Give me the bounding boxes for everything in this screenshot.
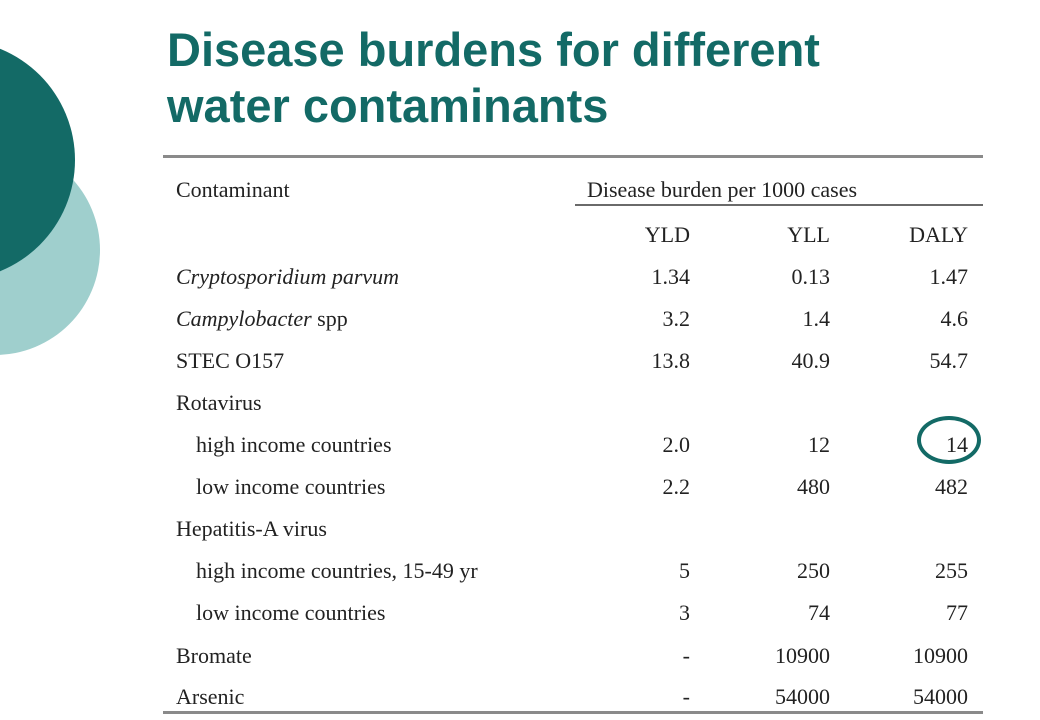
header-yll: YLL	[787, 222, 830, 247]
slide-title	[167, 22, 1007, 134]
table-bottom-rule	[163, 711, 983, 714]
row-yld: -	[682, 684, 690, 709]
row-daly: 4.6	[940, 306, 968, 331]
row-daly: 77	[946, 600, 968, 625]
row-yld: 2.2	[662, 474, 690, 499]
row-daly: 255	[935, 558, 968, 583]
row-yll: 1.4	[802, 306, 830, 331]
row-yld: 1.34	[651, 264, 690, 289]
row-contaminant	[176, 306, 348, 332]
row-yll: 250	[797, 558, 830, 583]
row-contaminant: Arsenic	[176, 684, 245, 709]
table-top-rule	[163, 155, 983, 158]
title-line-2: water contaminants	[167, 79, 609, 132]
row-daly: 10900	[913, 643, 968, 668]
row-daly: 14	[946, 432, 968, 457]
row-yll: 12	[808, 432, 830, 457]
row-yll: 10900	[775, 643, 830, 668]
row-contaminant-italic: Campylobacter	[176, 306, 312, 331]
row-contaminant-suffix: spp	[311, 306, 348, 331]
row-yll: 480	[797, 474, 830, 499]
table-header-rule	[575, 204, 983, 206]
row-yll: 54000	[775, 684, 830, 709]
row-yll: 74	[808, 600, 830, 625]
header-yld: YLD	[644, 222, 690, 247]
title-line-1: Disease burdens for different	[167, 23, 820, 76]
row-daly: 54.7	[929, 348, 968, 373]
row-group-label: Hepatitis-A virus	[176, 516, 327, 541]
decorative-circles	[0, 0, 110, 400]
row-subgroup: low income countries	[196, 600, 386, 625]
row-yld: 13.8	[651, 348, 690, 373]
header-disease-burden: Disease burden per 1000 cases	[587, 177, 858, 202]
row-yld: 3.2	[662, 306, 690, 331]
highlight-circle	[917, 416, 981, 464]
row-group-label: Rotavirus	[176, 390, 262, 415]
row-yld: 3	[679, 600, 690, 625]
row-yld: 5	[679, 558, 690, 583]
row-subgroup: high income countries, 15-49 yr	[196, 558, 478, 583]
header-daly: DALY	[909, 222, 968, 247]
row-yld: 2.0	[662, 432, 690, 457]
row-daly: 482	[935, 474, 968, 499]
row-contaminant: Cryptosporidium parvum	[176, 264, 400, 289]
row-contaminant: Bromate	[176, 643, 252, 668]
row-daly: 1.47	[929, 264, 968, 289]
row-yld: -	[682, 643, 690, 668]
row-subgroup: high income countries	[196, 432, 392, 457]
row-subgroup: low income countries	[196, 474, 386, 499]
header-contaminant: Contaminant	[176, 177, 290, 202]
row-daly: 54000	[913, 684, 968, 709]
row-yll: 0.13	[791, 264, 830, 289]
row-yll: 40.9	[791, 348, 830, 373]
row-contaminant: STEC O157	[176, 348, 285, 373]
